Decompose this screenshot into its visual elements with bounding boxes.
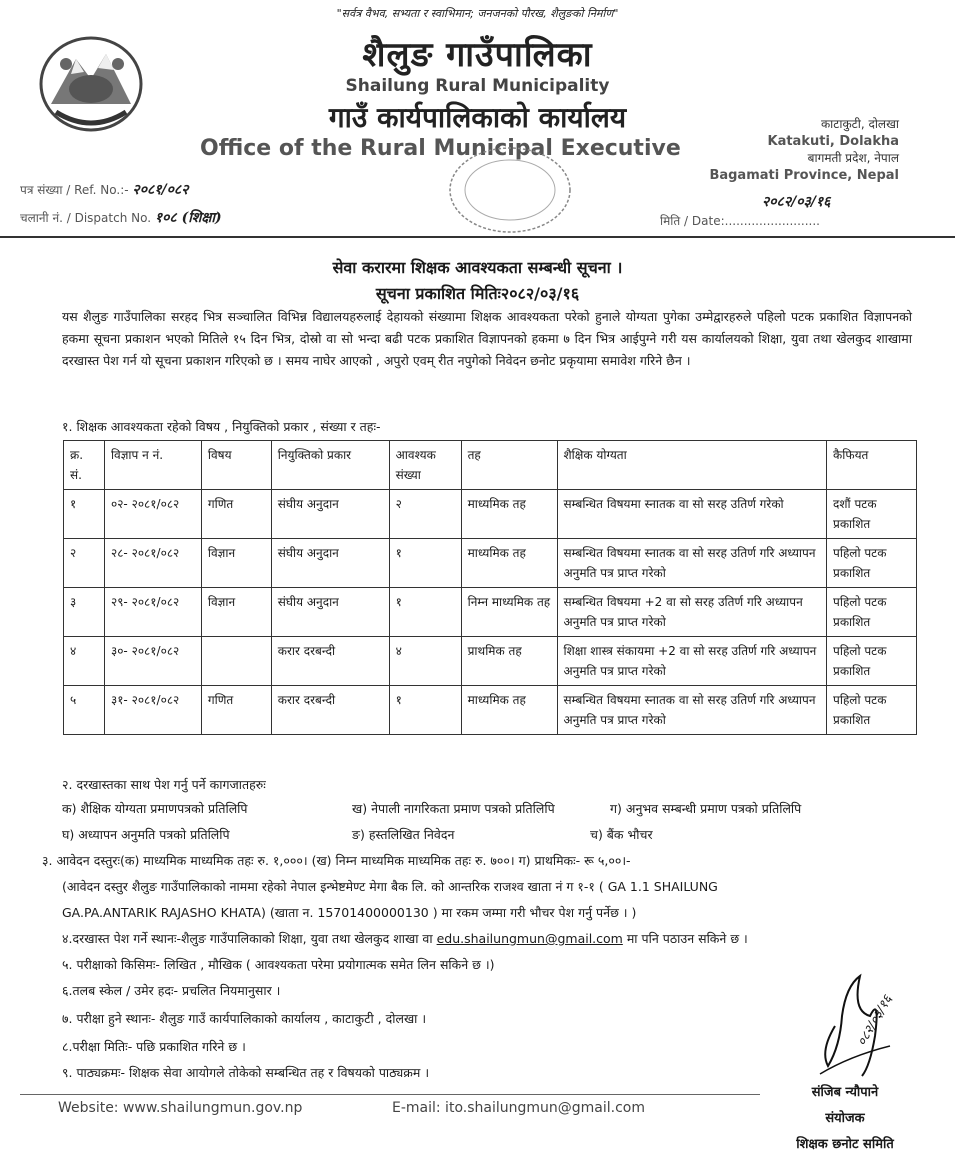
office-name-np: गाउँ कार्यपालिकाको कार्यालय [328,101,627,134]
exam-type: ५. परीक्षाको किसिमः- लिखित , मौखिक ( आवश्यकता परेमा प्रयोगात्मक समेत लिन सकिने छ ।) [62,957,495,972]
table-cell: गणित [201,490,271,539]
table-cell: २ [389,490,461,539]
dispatch-value: १०८ (शिक्षा) [154,210,222,226]
table-cell: १ [389,686,461,735]
date-label: मिति / Date:......................... [660,214,820,228]
table-cell: १ [64,490,105,539]
address-line: Bagamati Province, Nepal [709,168,899,183]
table-cell: ५ [64,686,105,735]
table-cell: सम्बन्धित विषयमा स्नातक वा सो सरह उतिर्ण गरि अध्यापन अनुमति पत्र प्राप्त गरेको [557,686,827,735]
table-cell: सम्बन्धित विषयमा स्नातक वा सो सरह उतिर्ण गरि अध्यापन अनुमति पत्र प्राप्त गरेको [557,539,827,588]
municipality-name-np: शैलुङ गाउँपालिका [362,35,593,75]
signatory-name: संजिब न्यौपाने [811,1085,879,1100]
table-cell: करार दरबन्दी [271,637,389,686]
table-cell: प्राथमिक तह [461,637,557,686]
application-fee-note: (आवेदन दस्तुर शैलुङ गाउँपालिकाको नाममा रहेको नेपाल इन्भेष्टमेण्ट मेगा बैक लि. को आन्तरिक राजश्व खाता नं ग १-१ ( GA 1.1 SHAILUNG [62,879,718,894]
section-1-heading: १. शिक्षक आवश्यकता रहेको विषय , नियुक्तिको प्रकार , संख्या र तहः- [62,419,381,434]
table-cell: पहिलो पटक प्रकाशित [827,637,917,686]
table-row [64,637,917,686]
exam-place: ७. परीक्षा हुने स्थानः- शैलुङ गाउँ कार्यपालिकाको कार्यालय , काटाकुटी , दोलखा । [62,1011,427,1026]
table-cell: शिक्षा शास्त्र संकायमा +2 वा सो सरह उतिर्ण गरि अध्यापन अनुमति पत्र प्राप्त गरेको [557,637,827,686]
table-cell: माध्यमिक तह [461,490,557,539]
document-item: ग) अनुभव सम्बन्धी प्रमाण पत्रको प्रतिलिपि [610,801,802,816]
table-row [64,686,917,735]
document-item: क) शैक्षिक योग्यता प्रमाणपत्रको प्रतिलिपि [62,801,248,816]
handwritten-signature-icon [780,956,930,1086]
syllabus: ९. पाठ्यक्रमः- शिक्षक सेवा आयोगले तोकेको सम्बन्धित तह र विषयको पाठ्यक्रम । [62,1065,430,1080]
dispatch-number [20,208,222,227]
address-line: काटाकुटी, दोलखा [820,117,899,131]
notice-body: यस शैलुङ गाउँपालिका सरहद भित्र सञ्चालित विभिन्न विद्यालयहरुलाई देहायको संख्यामा शिक्षक आवश्यकता परेको हुनाले योग्यता पुगेका उम्मेद्वारहरुले पहिलो पटक प्रकाशित विज्ञापनको हकमा सूचना प्रकाशन भएको मितिले १५ दिन भित्र, दोस्रो वा सो भन्दा बढी पटक प्रकाशित विज्ञापनको हकमा ७ दिन भित्र आईपुग्ने गरी यस कार्यालयको शिक्षा, युवा तथा खेलकुद शाखामा दरखास्त पेश गर्न यो सूचना प्रकाशन गरिएको छ । समय नाघेर आएको , अपुरो एवम् रीत नपुगेको निवेदन छनोट प्रकृयामा समावेश गरिने छैन । [62,309,912,368]
exam-date: ८.परीक्षा मितिः- पछि प्रकाशित गरिने छ । [62,1039,246,1054]
address-line: बागमती प्रदेश, नेपाल [807,151,899,165]
table-row [64,539,917,588]
table-cell [201,637,271,686]
document-item: घ) अध्यापन अनुमति पत्रको प्रतिलिपि [62,827,230,842]
dispatch-label: चलानी नं. / Dispatch No. [20,211,152,225]
column-header: क्र. सं. [64,441,105,490]
table-cell: ४ [64,637,105,686]
table-cell: सम्बन्धित विषयमा +2 वा सो सरह उतिर्ण गरि अध्यापन अनुमति पत्र प्राप्त गरेको [557,588,827,637]
submission-place [62,930,748,947]
documents-heading: २. दरखास्तका साथ पेश गर्नु पर्ने कागजातहरुः [62,777,266,792]
submission-place-suffix: मा पनि पठाउन सकिने छ । [626,931,748,946]
column-header: विषय [201,441,271,490]
column-header: नियुक्तिको प्रकार [271,441,389,490]
table-cell: विज्ञान [201,588,271,637]
table-cell: संघीय अनुदान [271,490,389,539]
signatory-role: संयोजक [825,1111,865,1126]
table-row [64,490,917,539]
column-header: आवश्यक संख्या [389,441,461,490]
table-cell: २ [64,539,105,588]
teacher-requirement-table [63,440,917,735]
table-cell: पहिलो पटक प्रकाशित [827,539,917,588]
table-cell: ०२- २०८१/०८२ [104,490,201,539]
footer-divider [20,1094,760,1095]
table-cell: १ [389,539,461,588]
application-fee-note: GA.PA.ANTARIK RAJASHO KHATA) (खाता न. 15701400000130 ) मा रकम जम्मा गरी भौचर पेश गर्नु पर्नेछ । ) [62,905,637,920]
submission-place-text: ४.दरखास्त पेश गर्ने स्थानः-शैलुङ गाउँपालिकाको शिक्षा, युवा तथा खेलकुद शाखा वा [62,931,433,946]
application-fee: ३. आवेदन दस्तुरः(क) माध्यमिक माध्यमिक तहः रु. १,०००। (ख) निम्न माध्यमिक माध्यमिक तहः रु. ७००। ग) प्राथमिकः- रू ५,००।- [42,853,631,868]
table-cell: पहिलो पटक प्रकाशित [827,588,917,637]
table-cell: निम्न माध्यमिक तह [461,588,557,637]
table-cell: ३ [64,588,105,637]
column-header: विज्ञाप न नं. [104,441,201,490]
notice-subtitle: सूचना प्रकाशित मितिः२०८२/०३/१६ [375,284,580,303]
salary-age-limit: ६.तलब स्केल / उमेर हदः- प्रचलित नियमानुसार । [62,983,281,998]
table-cell: संघीय अनुदान [271,588,389,637]
column-header: कैफियत [827,441,917,490]
header-divider [0,236,955,238]
document-item: ङ) हस्तलिखित निवेदन [352,827,455,842]
table-row [64,588,917,637]
table-cell: करार दरबन्दी [271,686,389,735]
address-line: Katakuti, Dolakha [767,134,899,149]
date-value: २०८२/०३/१६ [762,194,831,210]
municipality-name-en: Shailung Rural Municipality [345,76,610,96]
table-cell: २९- २०८१/०८२ [104,588,201,637]
table-cell: गणित [201,686,271,735]
table-header-row [64,441,917,490]
office-name-en: Office of the Rural Municipal Executive [200,136,681,161]
table-cell: सम्बन्धित विषयमा स्नातक वा सो सरह उतिर्ण गरेको [557,490,827,539]
table-cell: संघीय अनुदान [271,539,389,588]
document-item: ख) नेपाली नागरिकता प्रमाण पत्रको प्रतिलिपि [352,801,555,816]
table-cell: २८- २०८१/०८२ [104,539,201,588]
motto: "सर्वत्र वैभव, सभ्यता र स्वाभिमान; जनजनको पौरख, शैलुङको निर्माण" [336,7,619,20]
table-cell: ४ [389,637,461,686]
table-cell: ३०- २०८१/०८२ [104,637,201,686]
office-address [709,116,899,184]
education-email-link[interactable]: edu.shailungmun@gmail.com [436,931,623,946]
ref-label: पत्र संख्या / Ref. No.:- [20,183,129,197]
column-header: तह [461,441,557,490]
table-cell: विज्ञान [201,539,271,588]
table-cell: पहिलो पटक प्रकाशित [827,686,917,735]
table-cell: दशौं पटक प्रकाशित [827,490,917,539]
table-cell: माध्यमिक तह [461,539,557,588]
notice-title: सेवा करारमा शिक्षक आवश्यकता सम्बन्धी सूचना । [332,258,623,277]
table-cell: १ [389,588,461,637]
document-item: च) बैंक भौचर [590,827,653,842]
office-stamp-icon [440,140,580,240]
footer-email: E-mail: ito.shailungmun@gmail.com [392,1100,645,1116]
table-cell: माध्यमिक तह [461,686,557,735]
ref-value: २०८१/०८२ [132,182,189,198]
signature-date: ०८२/०३/१६ [854,992,896,1049]
table-cell: ३१- २०८१/०८२ [104,686,201,735]
footer-website: Website: www.shailungmun.gov.np [58,1100,303,1116]
column-header: शैक्षिक योग्यता [557,441,827,490]
ref-number [20,180,189,199]
committee-name: शिक्षक छनोट समिति [796,1137,894,1152]
